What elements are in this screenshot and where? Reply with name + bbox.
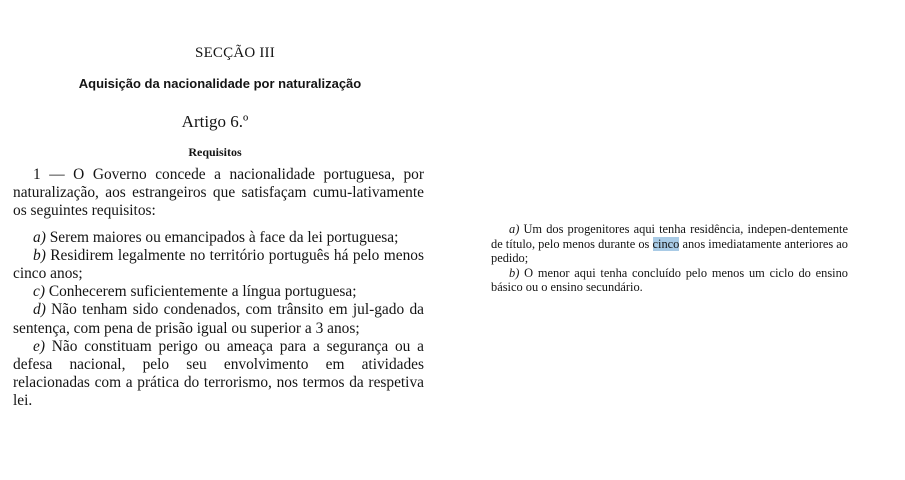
item-text: Não tenham sido condenados, com trânsito em jul-gado da sentença, com pena de prisão igual ou superior a 3 anos; (13, 301, 424, 337)
item-letter: a) (509, 222, 520, 236)
list-item-c (13, 283, 424, 301)
item-text: Serem maiores ou emancipados à face da lei portuguesa; (49, 228, 399, 246)
right-item-b (491, 266, 848, 295)
article-label: Artigo 6.º (181, 112, 249, 131)
intro-paragraph: 1 — O Governo concede a nacionalidade portuguesa, por naturalização, aos estrangeiros que satisfaçam cumu-lativamente os seguintes requisitos: (13, 166, 424, 220)
section-label: SECÇÃO III (195, 45, 275, 61)
list-item-a (13, 229, 424, 247)
item-letter: c) (33, 283, 45, 301)
item-letter: d) (33, 301, 46, 319)
left-column-text[interactable] (13, 166, 424, 411)
item-letter: b) (509, 265, 520, 280)
list-item-e (13, 338, 424, 411)
item-text: Conhecerem suficientemente a língua portuguesa; (48, 283, 357, 301)
item-letter: b) (33, 246, 46, 264)
item-letter: e) (33, 337, 45, 355)
selected-text-highlight[interactable]: cinco (652, 236, 680, 251)
item-text-before: Um dos progenitores aqui tenha residência, indepen-dentemente de título, pelo menos durante os (491, 222, 848, 251)
right-item-a (491, 222, 848, 266)
item-text: O menor aqui tenha concluído pelo menos um ciclo do ensino básico ou o ensino secundário. (491, 265, 848, 295)
list-item-b (13, 247, 424, 283)
item-letter: a) (33, 228, 46, 246)
item-text: Residirem legalmente no território português há pelo menos cinco anos; (13, 246, 424, 283)
item-text: Não constituam perigo ou ameaça para a segurança ou a defesa nacional, pelo seu envolvimento em atividades relacionadas com a prática do terrorismo, nos termos da respetiva lei. (13, 337, 424, 410)
right-column-text[interactable] (491, 222, 848, 295)
item-text-after: anos imediatamente anteriores ao pedido; (491, 236, 848, 266)
section-heading: Aquisição da nacionalidade por naturalização (78, 76, 362, 91)
list-item-d (13, 301, 424, 337)
article-subtitle: Requisitos (188, 145, 242, 159)
